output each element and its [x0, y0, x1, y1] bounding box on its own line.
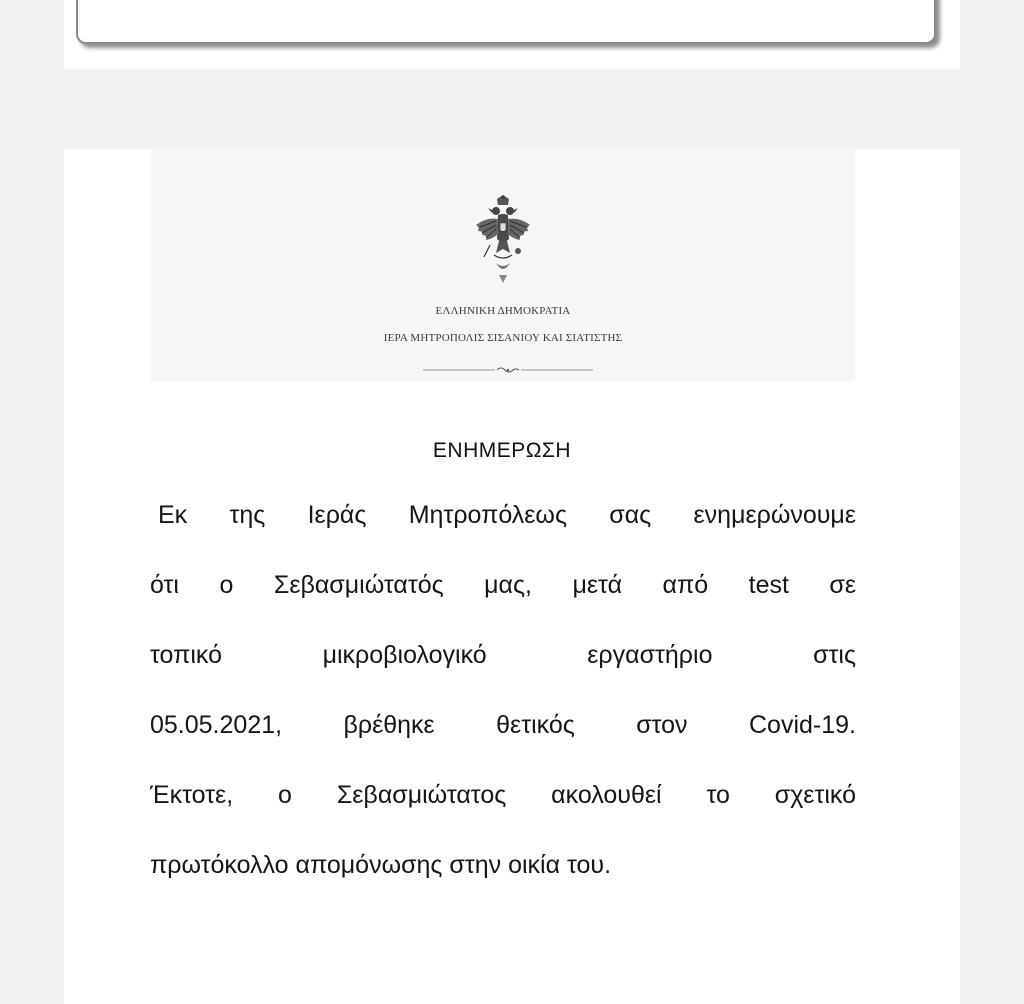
previous-card — [76, 0, 936, 44]
body-line: ότι ο Σεβασμιώτατός μας, μετά από test σε — [150, 571, 856, 599]
ornamental-divider-icon — [423, 365, 593, 375]
double-headed-eagle-icon — [472, 195, 534, 285]
letterhead — [151, 149, 855, 381]
announcement-panel — [64, 149, 960, 1004]
body-line: Εκ της Ιεράς Μητροπόλεως σας ενημερώνουμε — [158, 501, 856, 529]
announcement-title: ΕΝΗΜΕΡΩΣΗ — [432, 439, 572, 462]
body-line: 05.05.2021, βρέθηκε θετικός στον Covid-19. — [150, 711, 856, 739]
body-line: τοπικό μικροβιολογικό εργαστήριο στις — [150, 641, 856, 669]
body-line: Έκτοτε, ο Σεβασμιώτατος ακολουθεί το σχετικό — [150, 781, 856, 809]
body-line: πρωτόκολλο απομόνωσης στην οικία του. — [150, 851, 612, 879]
previous-card-panel — [64, 0, 960, 69]
letterhead-state-name: ΕΛΛΗΝΙΚΗ ΔΗΜΟΚΡΑΤΙΑ — [435, 305, 571, 317]
letterhead-metropolis-name: ΙΕΡΑ ΜΗΤΡΟΠΟΛΙΣ ΣΙΣΑΝΙΟΥ ΚΑΙ ΣΙΑΤΙΣΤΗΣ — [383, 332, 623, 344]
announcement-body — [150, 480, 856, 900]
